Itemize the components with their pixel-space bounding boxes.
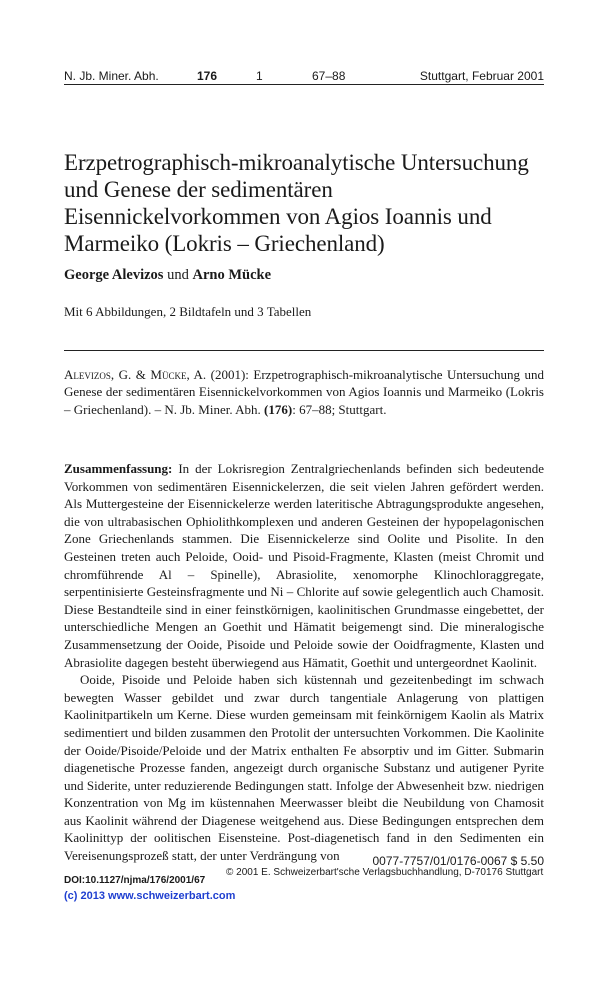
doi-link[interactable]: DOI:10.1127/njma/176/2001/67 [64, 875, 206, 886]
section-divider [64, 350, 544, 351]
citation-authors: Alevizos, G. & Mücke, A. [64, 367, 207, 382]
author-name: Arno Mücke [192, 267, 272, 283]
summary-text: In der Lokrisregion Zentralgriechenlands befinden sich bedeutende Vorkommen von sedimentären Eisennickelerzen, die seit vielen Jahren gefördert werden. Als Muttergesteine der Eisennickelerze werden lateritische Abtragungsprodukte angesehen, die von ultrabasischen Ophiolithkomplexen und anderen Gesteinen der hypopelagonischen Zone Griechenlands stammen. Die Eisennickelerze sind Oolite und Pisolite. In den Gesteinen treten auch Peloide, Ooid- und Pisoid-Fragmente, Klasten (meist Chromit und chromführende Al – Spinelle), Abrasiolite, xenomorphe Klinochloraggregate, serpentinisierte Gesteinsfragmente und Ni – Chlorite auf sowie gelegentlich auch Chamosit. Diese Bestandteile sind in einer feinstkörnigen, kaolinitischen Grundmasse eingebettet, der unterschiedliche Mengen an Goethit und Hämatit beigemengt sind. Die mineralogische Zusammensetzung der Ooide, Pisoide und Peloide sowie der Ooidfragmente, Klasten und Abrasiolite dagegen besteht überwiegend aus Hämatit, Goethit und untergeordnet Kaolinit. [64, 461, 544, 670]
price-code: 0077-7757/01/0176-0067 $ 5.50 [372, 854, 544, 868]
summary-section [64, 460, 544, 865]
author-line [64, 266, 271, 284]
running-head [64, 68, 544, 85]
journal-abbreviation: N. Jb. Miner. Abh. [64, 69, 159, 83]
citation-text: (2001): Erzpetrographisch-mikroanalytische Untersuchung und Genese der sedimentären Eisennickelvorkommen von Agios Ioannis und Marmeiko (Lokris – Griechenland). – N. Jb. Miner. Abh. [64, 367, 544, 417]
publisher-link[interactable]: (c) 2013 www.schweizerbart.com [64, 890, 236, 902]
citation-tail: : 67–88; Stuttgart. [292, 401, 387, 417]
author-conjunction: und [163, 267, 193, 283]
illustrations-note: Mit 6 Abbildungen, 2 Bildtafeln und 3 Tabellen [64, 304, 312, 319]
citation-volume: (176) [264, 401, 293, 417]
author-name: George Alevizos [64, 267, 164, 283]
copyright-notice: © 2001 E. Schweizerbart'sche Verlagsbuchhandlung, D-70176 Stuttgart [226, 867, 544, 878]
summary-label: Zusammenfassung: [64, 461, 173, 476]
citation-block [64, 366, 544, 418]
volume-number: 176 [197, 69, 218, 83]
article-title: Erzpetrographisch-mikroanalytische Untersuchung und Genese der sedimentären Eisennickelvorkommen von Agios Ioannis und Marmeiko (Lokris – Griechenland) [64, 150, 529, 256]
summary-paragraph [64, 460, 544, 671]
summary-paragraph: Ooide, Pisoide und Peloide haben sich küstennah und gezeitenbedingt im schwach bewegten Wasser gebildet und zwar durch tangentiale Anlagerung von plattigen Kaolinitpartikeln um Kerne. Diese wurden gemeinsam mit feinkörnigem Kaolin als Matrix sedimentiert und bilden zusammen den Protolit der untersuchten Vorkommen. Die Kaolinite der Ooide/Pisoide/Peloide und der Matrix enthalten Fe absorptiv und im Gitter. Submarin diagenetische Prozesse fanden, angezeigt durch organische Substanz und autigener Pyrite und Siderite, unter reduzierende Bedingungen statt. Infolge der Abwesenheit bzw. niedrigen Konzentration von Mg im küstennahen Meerwasser bleibt die Neubildung von Chamosit aus Kaolinit während der Diagenese weitgehend aus. Diese Bedingungen entsprechen dem Kaolinittyp der oolitischen Eisensteine. Post-diagenetisch fand in den Sedimenten ein Vereisenungsprozeß statt, der unter Verdrängung von [64, 672, 544, 864]
issue-number: 1 [256, 69, 263, 83]
page-range: 67–88 [312, 69, 346, 83]
place-and-date: Stuttgart, Februar 2001 [419, 69, 544, 83]
